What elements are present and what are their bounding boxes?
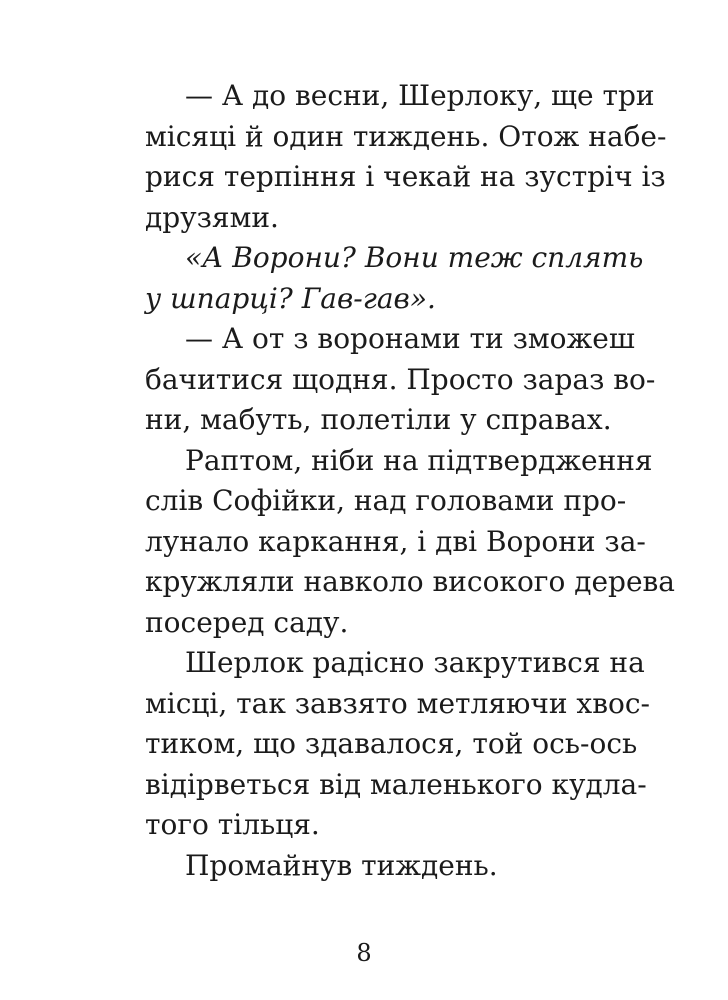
text-line: слів Софійки, над головами про- (145, 484, 627, 517)
text-line: бачитися щодня. Просто зараз во- (145, 363, 656, 396)
text-line: місяці й один тиждень. Отож набе- (145, 120, 667, 153)
text-line: «А Ворони? Вони теж сплять (185, 241, 644, 274)
text-line: відірветься від маленького кудла- (145, 768, 647, 801)
text-line: Раптом, ніби на підтвердження (185, 444, 653, 477)
text-line: кружляли навколо високого дерева (145, 565, 675, 598)
text-line: — А до весни, Шерлоку, ще три (185, 79, 655, 112)
text-line: місці, так завзято метляючи хвос- (145, 687, 650, 720)
text-line: — А от з воронами ти зможеш (185, 322, 635, 355)
text-line: рися терпіння і чекай на зустріч із (145, 160, 666, 193)
text-line: Промайнув тиждень. (185, 849, 498, 882)
text-line: того тільця. (145, 808, 320, 841)
text-line: посеред саду. (145, 606, 349, 639)
text-line: у шпарці? Гав-гав». (145, 282, 436, 315)
text-line: друзями. (145, 201, 279, 234)
text-line: ни, мабуть, полетіли у справах. (145, 403, 612, 436)
page-number: 8 (356, 939, 372, 967)
text-line: лунало каркання, і дві Ворони за- (145, 525, 646, 558)
text-line: тиком, що здавалося, той ось-ось (145, 727, 638, 760)
text-line: Шерлок радісно закрутився на (185, 646, 645, 679)
